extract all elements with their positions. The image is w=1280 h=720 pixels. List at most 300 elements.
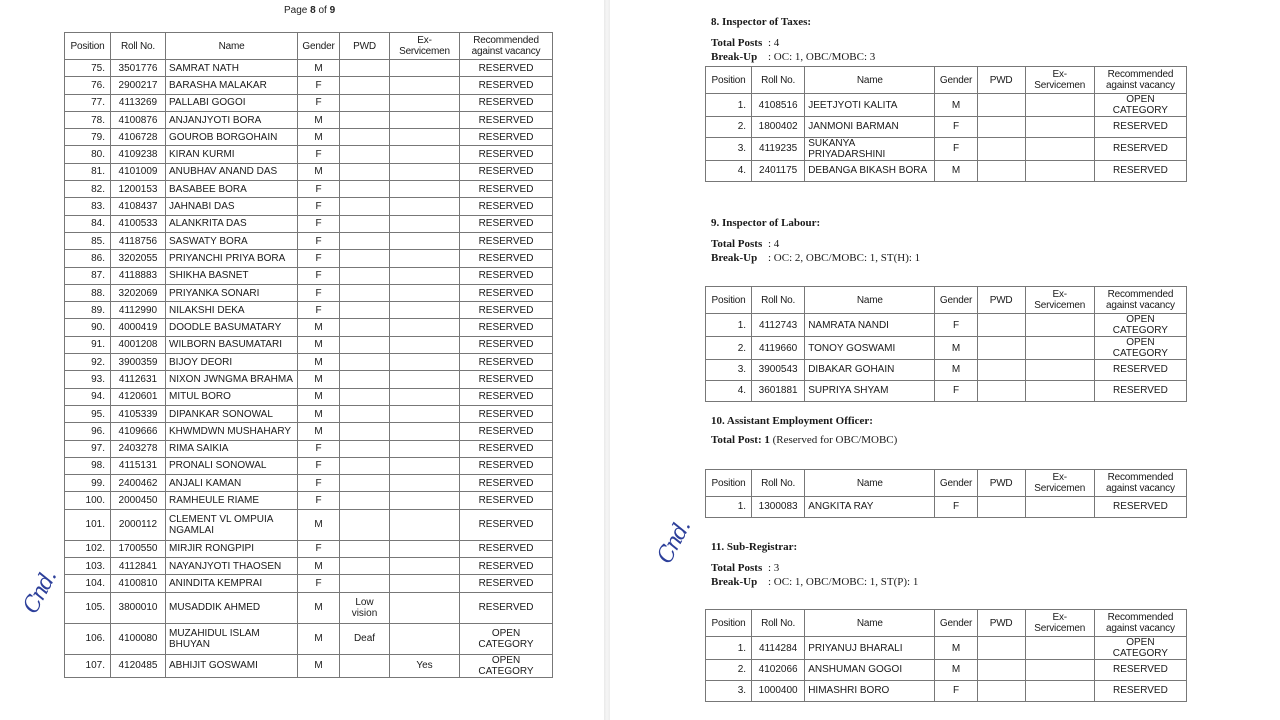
- cell-pwd: [340, 111, 390, 128]
- col-recommended: Recommended against vacancy: [1094, 610, 1186, 637]
- cell-roll-no: 4119235: [752, 137, 805, 160]
- cell-roll-no: 4118883: [111, 267, 166, 284]
- table-header-row: [706, 470, 1187, 497]
- cell-gender: M: [298, 319, 340, 336]
- cell-roll-no: 1800402: [752, 117, 805, 138]
- cell-gender: M: [298, 388, 340, 405]
- cell-ex-servicemen: [390, 623, 460, 654]
- cell-gender: M: [935, 337, 977, 360]
- section-title: 11. Sub-Registrar:: [711, 541, 798, 553]
- cell-recommended: RESERVED: [460, 371, 553, 388]
- cell-pwd: [340, 440, 390, 457]
- col-roll-no: Roll No.: [752, 67, 805, 94]
- cell-position: 88.: [65, 284, 111, 301]
- cell-roll-no: 4113269: [111, 94, 166, 111]
- cell-ex-servicemen: [1025, 660, 1094, 681]
- cell-roll-no: 3800010: [111, 592, 166, 623]
- table-row: [706, 160, 1187, 181]
- table-row: [65, 623, 553, 654]
- cell-gender: F: [298, 94, 340, 111]
- cell-pwd: [340, 319, 390, 336]
- cell-gender: F: [298, 250, 340, 267]
- section-total-posts: [711, 37, 779, 49]
- cell-recommended: RESERVED: [1094, 660, 1186, 681]
- cell-gender: F: [298, 232, 340, 249]
- cell-position: 81.: [65, 163, 111, 180]
- cell-ex-servicemen: [390, 457, 460, 474]
- cell-pwd: [977, 380, 1025, 401]
- cell-roll-no: 3501776: [111, 60, 166, 77]
- cell-name: DEBANGA BIKASH BORA: [805, 160, 935, 181]
- page-number-label: [284, 5, 335, 16]
- cell-pwd: [340, 423, 390, 440]
- cell-name: BARASHA MALAKAR: [166, 77, 298, 94]
- break-up-value: : OC: 2, OBC/MOBC: 1, ST(H): 1: [768, 252, 921, 264]
- cell-roll-no: 1000400: [752, 680, 805, 701]
- cell-pwd: [977, 637, 1025, 660]
- cell-roll-no: 4102066: [752, 660, 805, 681]
- col-roll-no: Roll No.: [752, 610, 805, 637]
- cell-gender: F: [935, 680, 977, 701]
- cell-position: 90.: [65, 319, 111, 336]
- cell-recommended: RESERVED: [460, 475, 553, 492]
- page-current: 8: [310, 5, 316, 16]
- cell-recommended: RESERVED: [460, 215, 553, 232]
- cell-name: ANUBHAV ANAND DAS: [166, 163, 298, 180]
- cell-recommended: RESERVED: [460, 354, 553, 371]
- cell-pwd: [340, 575, 390, 592]
- cell-position: 4.: [706, 380, 752, 401]
- cell-name: KHWMDWN MUSHAHARY: [166, 423, 298, 440]
- cell-ex-servicemen: [390, 232, 460, 249]
- cell-ex-servicemen: [1025, 337, 1094, 360]
- cell-pwd: [977, 117, 1025, 138]
- cell-ex-servicemen: Yes: [390, 654, 460, 677]
- cell-position: 1.: [706, 314, 752, 337]
- col-gender: Gender: [935, 470, 977, 497]
- cell-position: 1.: [706, 637, 752, 660]
- cell-roll-no: 4109666: [111, 423, 166, 440]
- cell-ex-servicemen: [390, 354, 460, 371]
- cell-recommended: OPEN CATEGORY: [1094, 337, 1186, 360]
- cell-pwd: [340, 284, 390, 301]
- cell-name: JEETJYOTI KALITA: [805, 94, 935, 117]
- cell-name: JANMONI BARMAN: [805, 117, 935, 138]
- cell-recommended: RESERVED: [460, 181, 553, 198]
- cell-gender: M: [298, 163, 340, 180]
- cell-recommended: RESERVED: [460, 336, 553, 353]
- cell-ex-servicemen: [390, 405, 460, 422]
- cell-position: 2.: [706, 660, 752, 681]
- cell-roll-no: 4112743: [752, 314, 805, 337]
- cell-name: NIXON JWNGMA BRAHMA: [166, 371, 298, 388]
- cell-recommended: RESERVED: [460, 250, 553, 267]
- cell-gender: F: [935, 117, 977, 138]
- cell-pwd: [977, 497, 1025, 518]
- cell-pwd: [340, 475, 390, 492]
- cell-position: 94.: [65, 388, 111, 405]
- table-row: [65, 250, 553, 267]
- cell-recommended: RESERVED: [460, 129, 553, 146]
- cell-ex-servicemen: [1025, 360, 1094, 381]
- cell-gender: M: [298, 405, 340, 422]
- cell-ex-servicemen: [390, 77, 460, 94]
- cell-ex-servicemen: [390, 423, 460, 440]
- table-row: [706, 680, 1187, 701]
- section-results-table: [705, 286, 1187, 402]
- cell-gender: M: [298, 558, 340, 575]
- cell-name: ABHIJIT GOSWAMI: [166, 654, 298, 677]
- table-row: [65, 354, 553, 371]
- table-row: [706, 337, 1187, 360]
- cell-recommended: RESERVED: [1094, 497, 1186, 518]
- total-posts-label: Total Posts: [711, 562, 763, 574]
- table-header-row: [706, 610, 1187, 637]
- cell-pwd: [340, 388, 390, 405]
- col-gender: Gender: [935, 610, 977, 637]
- cell-ex-servicemen: [1025, 680, 1094, 701]
- total-posts-value: (Reserved for OBC/MOBC): [769, 434, 898, 446]
- cell-ex-servicemen: [390, 94, 460, 111]
- cell-name: PRIYANKA SONARI: [166, 284, 298, 301]
- cell-name: PRIYANUJ BHARALI: [805, 637, 935, 660]
- cell-ex-servicemen: [390, 540, 460, 557]
- cell-roll-no: 4120485: [111, 654, 166, 677]
- table-row: [65, 77, 553, 94]
- cell-recommended: RESERVED: [1094, 680, 1186, 701]
- cell-gender: F: [298, 146, 340, 163]
- col-name: Name: [805, 287, 935, 314]
- signature-mark: Cnd.: [18, 567, 62, 618]
- cell-recommended: RESERVED: [1094, 360, 1186, 381]
- cell-ex-servicemen: [1025, 637, 1094, 660]
- cell-recommended: RESERVED: [460, 111, 553, 128]
- cell-name: KIRAN KURMI: [166, 146, 298, 163]
- page-divider: [604, 0, 610, 720]
- cell-name: NILAKSHI DEKA: [166, 302, 298, 319]
- col-ex-servicemen: Ex- Servicemen: [1025, 610, 1094, 637]
- cell-ex-servicemen: [390, 509, 460, 540]
- cell-pwd: [977, 660, 1025, 681]
- col-ex-servicemen: Ex- Servicemen: [390, 33, 460, 60]
- cell-ex-servicemen: [390, 111, 460, 128]
- cell-roll-no: 4100876: [111, 111, 166, 128]
- cell-pwd: [977, 94, 1025, 117]
- cell-position: 1.: [706, 497, 752, 518]
- cell-recommended: RESERVED: [460, 509, 553, 540]
- col-recommended: Recommended against vacancy: [1094, 287, 1186, 314]
- table-header-row: [65, 33, 553, 60]
- cell-pwd: [340, 198, 390, 215]
- table-row: [65, 232, 553, 249]
- cell-position: 105.: [65, 592, 111, 623]
- section-results-table: [705, 469, 1187, 518]
- cell-position: 2.: [706, 337, 752, 360]
- cell-roll-no: 4120601: [111, 388, 166, 405]
- cell-gender: F: [935, 497, 977, 518]
- table-row: [706, 117, 1187, 138]
- cell-ex-servicemen: [390, 492, 460, 509]
- col-pwd: PWD: [977, 287, 1025, 314]
- cell-name: NAMRATA NANDI: [805, 314, 935, 337]
- cell-gender: F: [298, 77, 340, 94]
- table-row: [65, 654, 553, 677]
- section-results-table: [705, 66, 1187, 182]
- cell-pwd: [977, 680, 1025, 701]
- break-up-value: : OC: 1, OBC/MOBC: 3: [768, 51, 876, 63]
- cell-gender: F: [935, 314, 977, 337]
- cell-pwd: [340, 654, 390, 677]
- cell-gender: F: [298, 475, 340, 492]
- table-row: [706, 497, 1187, 518]
- cell-name: SASWATY BORA: [166, 232, 298, 249]
- cell-roll-no: 4119660: [752, 337, 805, 360]
- cell-ex-servicemen: [1025, 497, 1094, 518]
- cell-pwd: [977, 360, 1025, 381]
- table-row: [65, 457, 553, 474]
- cell-name: ALANKRITA DAS: [166, 215, 298, 232]
- cell-roll-no: 4108516: [752, 94, 805, 117]
- cell-name: ANSHUMAN GOGOI: [805, 660, 935, 681]
- cell-position: 85.: [65, 232, 111, 249]
- cell-ex-servicemen: [390, 371, 460, 388]
- cell-roll-no: 4108437: [111, 198, 166, 215]
- cell-pwd: [977, 337, 1025, 360]
- cell-name: SAMRAT NATH: [166, 60, 298, 77]
- col-pwd: PWD: [340, 33, 390, 60]
- cell-position: 91.: [65, 336, 111, 353]
- cell-gender: M: [298, 509, 340, 540]
- table-row: [65, 302, 553, 319]
- cell-pwd: [340, 405, 390, 422]
- cell-position: 76.: [65, 77, 111, 94]
- cell-pwd: Deaf: [340, 623, 390, 654]
- table-row: [65, 575, 553, 592]
- cell-roll-no: 3601881: [752, 380, 805, 401]
- cell-gender: F: [298, 284, 340, 301]
- col-pwd: PWD: [977, 470, 1025, 497]
- col-name: Name: [805, 67, 935, 94]
- cell-roll-no: 2400462: [111, 475, 166, 492]
- section-break-up: [711, 51, 875, 63]
- cell-name: DIBAKAR GOHAIN: [805, 360, 935, 381]
- cell-ex-servicemen: [1025, 117, 1094, 138]
- cell-ex-servicemen: [390, 575, 460, 592]
- col-name: Name: [166, 33, 298, 60]
- table-row: [65, 371, 553, 388]
- cell-ex-servicemen: [390, 440, 460, 457]
- col-roll-no: Roll No.: [752, 470, 805, 497]
- cell-pwd: [340, 94, 390, 111]
- cell-name: MUZAHIDUL ISLAM BHUYAN: [166, 623, 298, 654]
- cell-roll-no: 3202055: [111, 250, 166, 267]
- total-posts-label: Total Posts: [711, 238, 763, 250]
- cell-gender: F: [935, 380, 977, 401]
- cell-gender: M: [298, 354, 340, 371]
- cell-roll-no: 4112631: [111, 371, 166, 388]
- cell-gender: M: [298, 336, 340, 353]
- cell-pwd: [340, 457, 390, 474]
- col-ex-servicemen: Ex- Servicemen: [1025, 287, 1094, 314]
- cell-position: 106.: [65, 623, 111, 654]
- cell-gender: F: [935, 137, 977, 160]
- section-results-table: [705, 609, 1187, 702]
- cell-roll-no: 1700550: [111, 540, 166, 557]
- cell-position: 100.: [65, 492, 111, 509]
- table-row: [706, 660, 1187, 681]
- cell-recommended: RESERVED: [460, 457, 553, 474]
- table-row: [65, 336, 553, 353]
- cell-name: CLEMENT VL OMPUIA NGAMLAI: [166, 509, 298, 540]
- cell-gender: F: [298, 575, 340, 592]
- cell-gender: M: [298, 371, 340, 388]
- cell-position: 80.: [65, 146, 111, 163]
- cell-roll-no: 2401175: [752, 160, 805, 181]
- cell-name: MITUL BORO: [166, 388, 298, 405]
- table-row: [65, 163, 553, 180]
- cell-pwd: [977, 314, 1025, 337]
- table-row: [65, 475, 553, 492]
- cell-pwd: [977, 160, 1025, 181]
- col-position: Position: [706, 610, 752, 637]
- cell-ex-servicemen: [390, 198, 460, 215]
- cell-recommended: RESERVED: [460, 77, 553, 94]
- cell-position: 107.: [65, 654, 111, 677]
- left-table-body: [65, 60, 553, 678]
- cell-recommended: RESERVED: [460, 492, 553, 509]
- cell-position: 83.: [65, 198, 111, 215]
- cell-roll-no: 4000419: [111, 319, 166, 336]
- cell-roll-no: 4118756: [111, 232, 166, 249]
- cell-position: 3.: [706, 680, 752, 701]
- cell-position: 93.: [65, 371, 111, 388]
- total-posts-value: : 3: [768, 562, 780, 574]
- section-total-posts: [711, 562, 779, 574]
- cell-recommended: RESERVED: [460, 558, 553, 575]
- cell-ex-servicemen: [390, 267, 460, 284]
- cell-position: 98.: [65, 457, 111, 474]
- table-row: [65, 215, 553, 232]
- cell-ex-servicemen: [390, 475, 460, 492]
- cell-recommended: RESERVED: [460, 405, 553, 422]
- cell-pwd: [340, 146, 390, 163]
- cell-gender: M: [298, 60, 340, 77]
- cell-ex-servicemen: [390, 302, 460, 319]
- cell-gender: F: [298, 181, 340, 198]
- cell-name: BASABEE BORA: [166, 181, 298, 198]
- cell-gender: M: [298, 129, 340, 146]
- table-row: [65, 509, 553, 540]
- break-up-label: Break-Up: [711, 576, 758, 588]
- cell-recommended: RESERVED: [460, 575, 553, 592]
- table-row: [65, 267, 553, 284]
- cell-name: PALLABI GOGOI: [166, 94, 298, 111]
- table-row: [65, 198, 553, 215]
- section-break-up: [711, 576, 918, 588]
- table-header-row: [706, 287, 1187, 314]
- cell-ex-servicemen: [390, 336, 460, 353]
- cell-roll-no: 2403278: [111, 440, 166, 457]
- cell-name: JAHNABI DAS: [166, 198, 298, 215]
- total-posts-value: : 4: [768, 238, 780, 250]
- table-row: [65, 592, 553, 623]
- cell-roll-no: 4109238: [111, 146, 166, 163]
- cell-recommended: OPEN CATEGORY: [460, 623, 553, 654]
- cell-name: PRIYANCHI PRIYA BORA: [166, 250, 298, 267]
- cell-recommended: RESERVED: [460, 319, 553, 336]
- cell-roll-no: 4001208: [111, 336, 166, 353]
- cell-pwd: [340, 129, 390, 146]
- cell-name: ANINDITA KEMPRAI: [166, 575, 298, 592]
- cell-ex-servicemen: [390, 129, 460, 146]
- cell-name: MUSADDIK AHMED: [166, 592, 298, 623]
- cell-roll-no: 3900359: [111, 354, 166, 371]
- cell-recommended: RESERVED: [460, 540, 553, 557]
- cell-recommended: RESERVED: [1094, 380, 1186, 401]
- col-position: Position: [706, 287, 752, 314]
- total-posts-label: Total Posts: [711, 37, 763, 49]
- col-position: Position: [65, 33, 111, 60]
- cell-ex-servicemen: [390, 558, 460, 575]
- cell-ex-servicemen: [1025, 160, 1094, 181]
- cell-gender: F: [298, 457, 340, 474]
- cell-gender: M: [935, 160, 977, 181]
- cell-roll-no: 4100080: [111, 623, 166, 654]
- cell-gender: F: [298, 440, 340, 457]
- left-results-table: [64, 32, 553, 678]
- cell-ex-servicemen: [390, 284, 460, 301]
- cell-roll-no: 2000450: [111, 492, 166, 509]
- section-total-posts: [711, 238, 779, 250]
- cell-name: HIMASHRI BORO: [805, 680, 935, 701]
- cell-gender: M: [935, 94, 977, 117]
- cell-recommended: RESERVED: [460, 592, 553, 623]
- table-row: [706, 380, 1187, 401]
- cell-recommended: RESERVED: [1094, 160, 1186, 181]
- cell-recommended: RESERVED: [460, 146, 553, 163]
- page-label-of: of: [315, 5, 330, 16]
- cell-ex-servicemen: [1025, 380, 1094, 401]
- break-up-value: : OC: 1, OBC/MOBC: 1, ST(P): 1: [768, 576, 919, 588]
- cell-roll-no: 4101009: [111, 163, 166, 180]
- cell-recommended: RESERVED: [460, 60, 553, 77]
- cell-recommended: RESERVED: [460, 440, 553, 457]
- col-pwd: PWD: [977, 67, 1025, 94]
- col-roll-no: Roll No.: [111, 33, 166, 60]
- cell-roll-no: 1300083: [752, 497, 805, 518]
- cell-pwd: [340, 250, 390, 267]
- cell-roll-no: 4106728: [111, 129, 166, 146]
- table-header-row: [706, 67, 1187, 94]
- cell-pwd: [340, 336, 390, 353]
- cell-gender: M: [935, 360, 977, 381]
- cell-ex-servicemen: [1025, 94, 1094, 117]
- cell-gender: M: [298, 592, 340, 623]
- cell-ex-servicemen: [390, 215, 460, 232]
- col-name: Name: [805, 470, 935, 497]
- cell-ex-servicemen: [1025, 314, 1094, 337]
- cell-pwd: [340, 232, 390, 249]
- cell-position: 78.: [65, 111, 111, 128]
- col-position: Position: [706, 67, 752, 94]
- cell-position: 89.: [65, 302, 111, 319]
- table-row: [65, 60, 553, 77]
- break-up-label: Break-Up: [711, 51, 758, 63]
- cell-roll-no: 4100533: [111, 215, 166, 232]
- section-title: 9. Inspector of Labour:: [711, 217, 821, 229]
- cell-roll-no: 4100810: [111, 575, 166, 592]
- table-row: [65, 492, 553, 509]
